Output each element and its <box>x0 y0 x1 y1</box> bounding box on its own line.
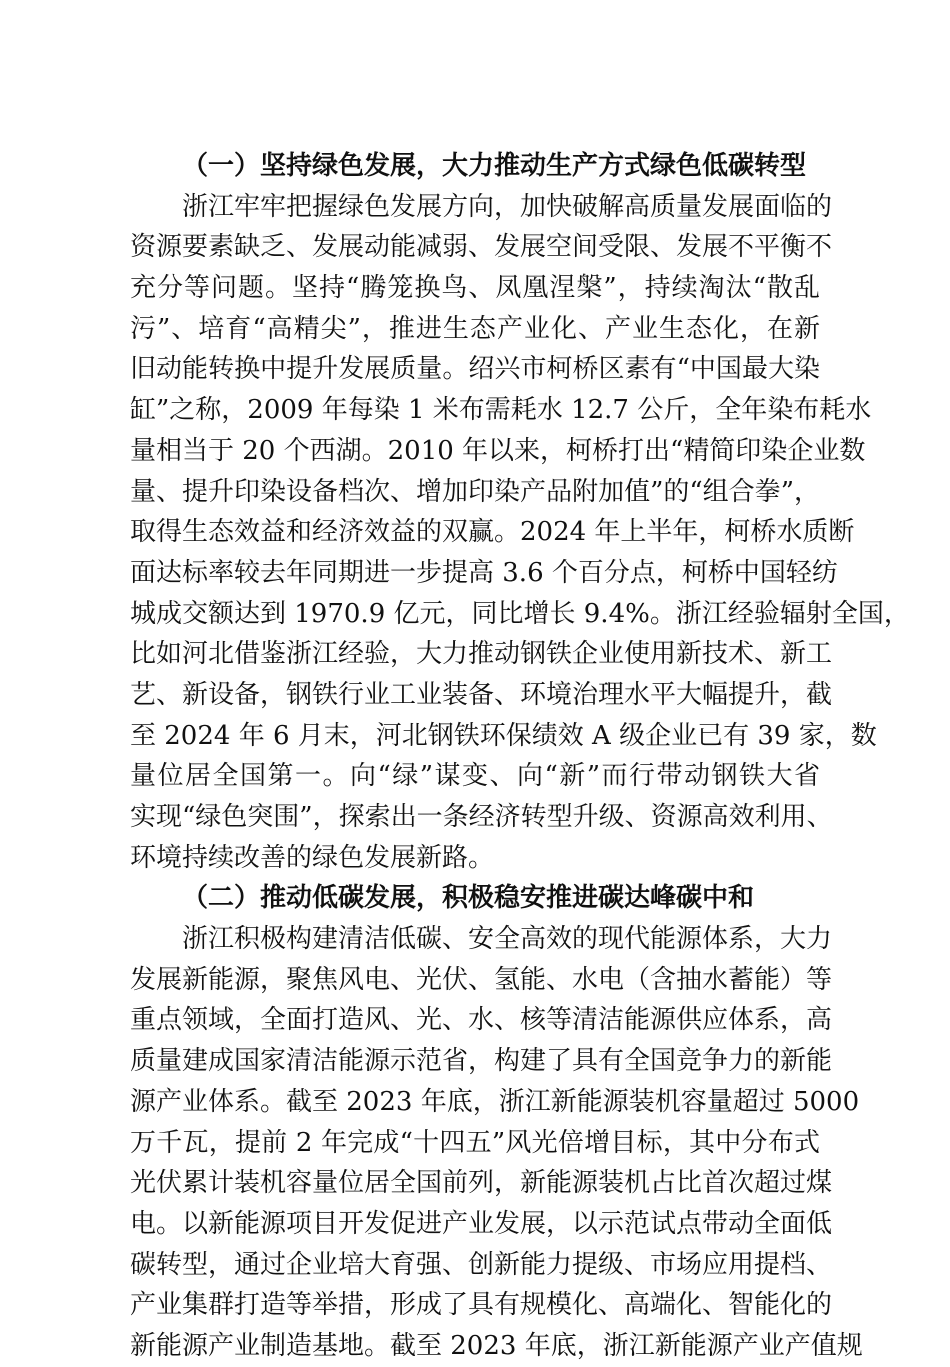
paragraph-line: 至 2024 年 6 月末，河北钢铁环保绩效 A 级企业已有 39 家，数 <box>130 720 877 751</box>
paragraph-line: 环境持续改善的绿色发展新路。 <box>130 842 495 873</box>
paragraph-line: 量相当于 20 个西湖。2010 年以来，柯桥打出“精简印染企业数 <box>130 435 866 466</box>
paragraph-line: 量位居全国第一。向“绿”谋变、向“新”而行带动钢铁大省 <box>130 761 820 792</box>
paragraph-line: 碳转型，通过企业培大育强、创新能力提级、市场应用提档、 <box>130 1249 833 1280</box>
paragraph-line: 量、提升印染设备档次、增加印染产品附加值”的“组合拳”， <box>130 476 820 507</box>
paragraph-line: 质量建成国家清洁能源示范省，构建了具有全国竞争力的新能 <box>130 1046 833 1077</box>
paragraph-line: 电。以新能源项目开发促进产业发展，以示范试点带动全面低 <box>130 1208 833 1239</box>
paragraph-line: 重点领域，全面打造风、光、水、核等清洁能源供应体系，高 <box>130 1005 833 1036</box>
paragraph-line: 面达标率较去年同期进一步提高 3.6 个百分点，柯桥中国轻纺 <box>130 557 838 588</box>
paragraph-line: 取得生态效益和经济效益的双赢。2024 年上半年，柯桥水质断 <box>130 517 855 548</box>
section-heading-1: （一）坚持绿色发展，大力推动生产方式绿色低碳转型 <box>182 151 807 181</box>
paragraph-line: 源产业体系。截至 2023 年底，浙江新能源装机容量超过 5000 <box>130 1086 860 1117</box>
paragraph-line: 城成交额达到 1970.9 亿元，同比增长 9.4%。浙江经验辐射全国， <box>130 598 910 629</box>
paragraph-line: 万千瓦，提前 2 年完成“十四五”风光倍增目标，其中分布式 <box>130 1127 820 1158</box>
paragraph-line: 新能源产业制造基地。截至 2023 年底，浙江新能源产业产值规 <box>130 1330 863 1361</box>
section-heading-2: （二）推动低碳发展，积极稳安推进碳达峰碳中和 <box>182 883 755 914</box>
paragraph-line: 充分等问题。坚持“腾笼换鸟、凤凰涅槃”，持续淘汰“散乱 <box>130 273 820 304</box>
document-body <box>130 146 910 1367</box>
paragraph-line: 比如河北借鉴浙江经验，大力推动钢铁企业使用新技术、新工 <box>130 639 833 670</box>
paragraph-line: 污”、培育“高精尖”，推进生态产业化、产业生态化，在新 <box>130 313 820 344</box>
paragraph-line: 浙江积极构建清洁低碳、安全高效的现代能源体系，大力 <box>182 924 833 955</box>
paragraph-line: 产业集群打造等举措，形成了具有规模化、高端化、智能化的 <box>130 1290 833 1321</box>
paragraph-line: 资源要素缺乏、发展动能减弱、发展空间受限、发展不平衡不 <box>130 232 833 263</box>
paragraph-line: 实现“绿色突围”，探索出一条经济转型升级、资源高效利用、 <box>130 802 833 832</box>
paragraph-line: 光伏累计装机容量位居全国前列，新能源装机占比首次超过煤 <box>130 1168 833 1199</box>
paragraph-line: 缸”之称，2009 年每染 1 米布需耗水 12.7 公斤，全年染布耗水 <box>130 395 872 426</box>
paragraph-line: 浙江牢牢把握绿色发展方向，加快破解高质量发展面临的 <box>182 191 833 222</box>
paragraph-line: 艺、新设备，钢铁行业工业装备、环境治理水平大幅提升，截 <box>130 679 833 710</box>
paragraph-line: 发展新能源，聚焦风电、光伏、氢能、水电（含抽水蓄能）等 <box>130 964 833 995</box>
paragraph-line: 旧动能转换中提升发展质量。绍兴市柯桥区素有“中国最大染 <box>130 354 820 385</box>
